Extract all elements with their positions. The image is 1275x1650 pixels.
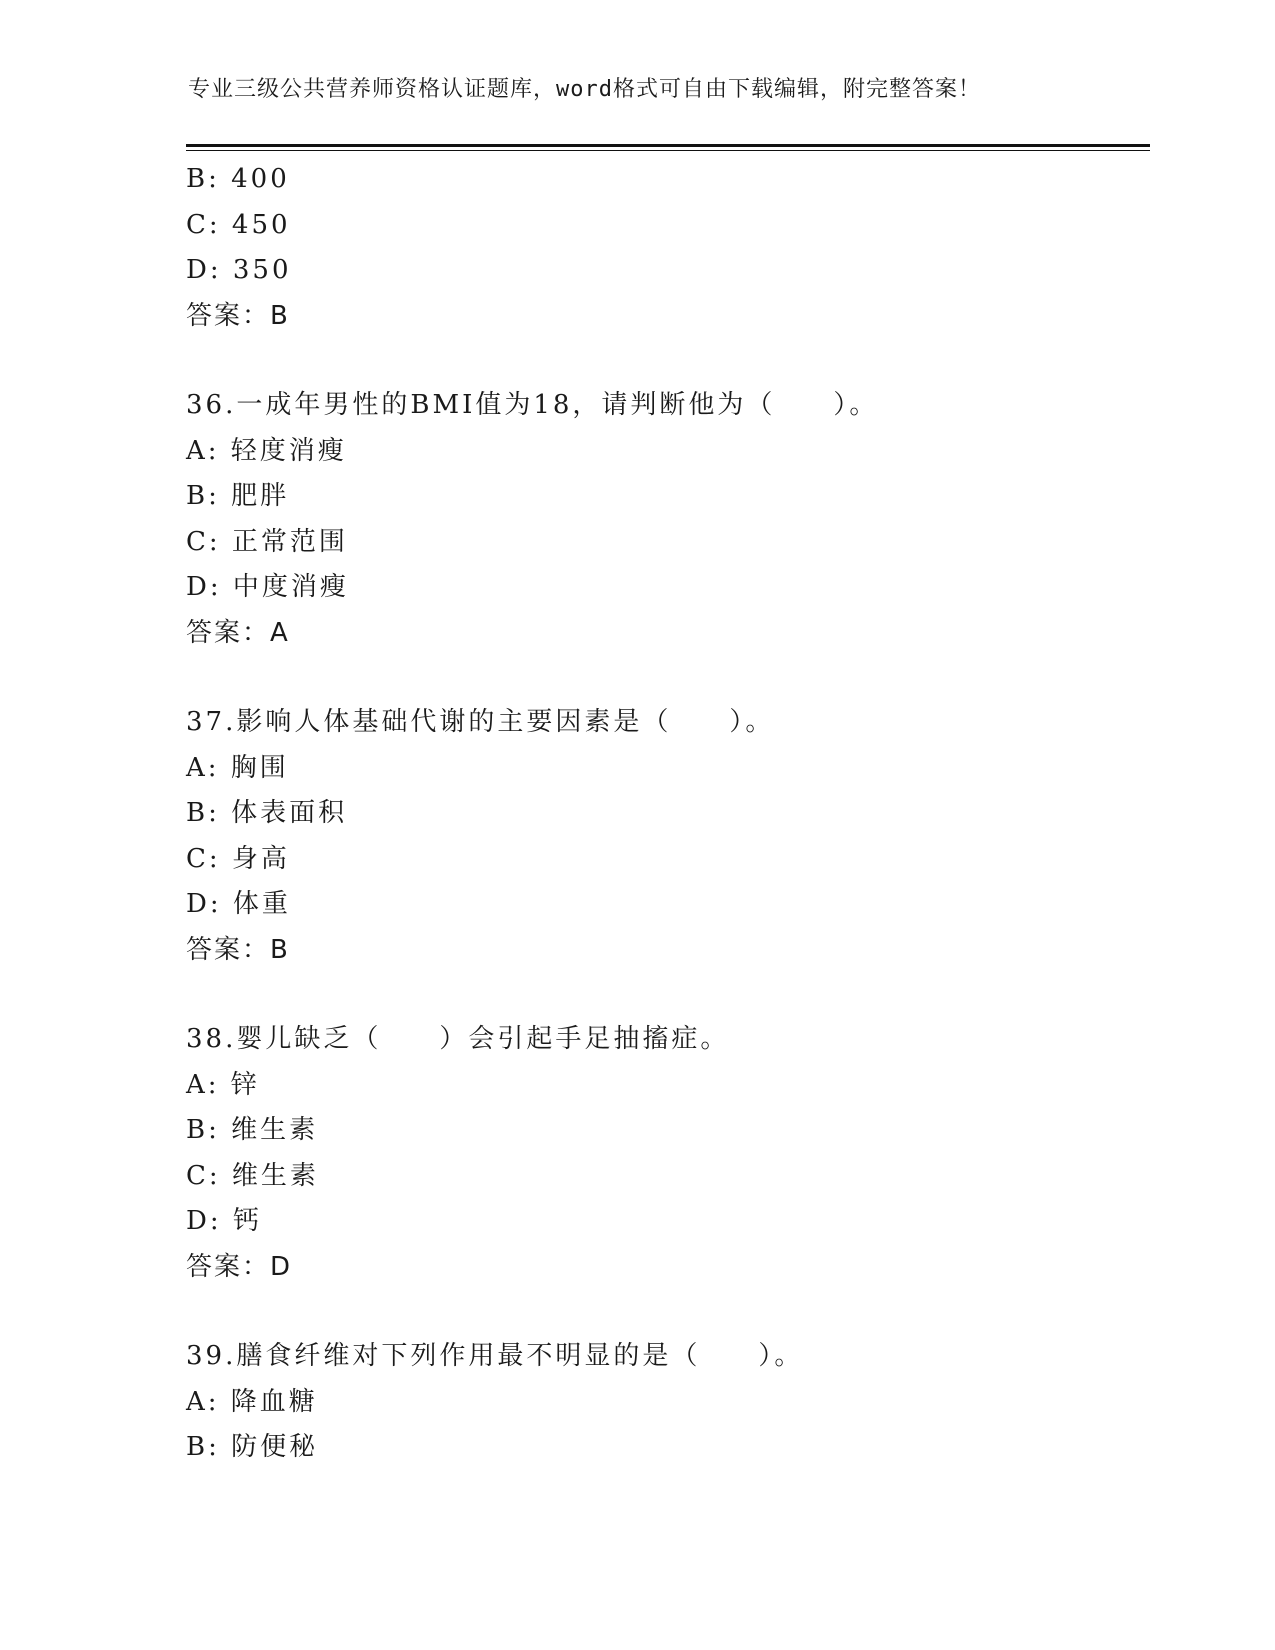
question-list: [186, 157, 1136, 1471]
option-d: D: 中度消瘦: [186, 572, 349, 602]
option-c: C: 身高: [186, 843, 290, 874]
option-c: C: 正常范围: [186, 526, 348, 557]
option-a: A: 降血糖: [186, 1386, 318, 1417]
question-stem: 39.膳食纤维对下列作用最不明显的是（ ）。: [186, 1341, 804, 1371]
option-a: A: 锌: [186, 1069, 260, 1100]
header-rule-thin: [186, 150, 1150, 151]
question-block-38: [186, 1017, 1136, 1290]
answer-line: 答案：A: [186, 617, 290, 648]
option-a: A: 胸围: [186, 752, 289, 783]
option-b: B: 防便秘: [186, 1432, 319, 1462]
option-b: B: 体表面积: [186, 798, 348, 828]
option-b: B: 400: [186, 164, 290, 194]
option-d: D: 钙: [186, 1206, 262, 1236]
answer-line: 答案：D: [186, 1251, 293, 1282]
page-header: 专业三级公共营养师资格认证题库，word格式可自由下载编辑，附完整答案！: [188, 77, 981, 102]
option-c: C: 450: [186, 209, 291, 240]
question-stem: 36.一成年男性的BMI值为18，请判断他为（ ）。: [186, 390, 879, 420]
option-a: A: 轻度消瘦: [186, 435, 347, 466]
option-d: D: 体重: [186, 889, 291, 919]
option-d: D: 350: [186, 255, 292, 285]
option-b: B: 维生素: [186, 1115, 319, 1145]
answer-line: 答案：B: [186, 300, 290, 331]
question-stem: 38.婴儿缺乏（ ）会引起手足抽搐症。: [186, 1024, 730, 1054]
question-block-39: [186, 1334, 1136, 1471]
option-c: C: 维生素: [186, 1160, 319, 1191]
question-block-35: [186, 157, 1136, 339]
question-block-36: [186, 383, 1136, 656]
option-b: B: 肥胖: [186, 481, 290, 511]
header-rule-thick: [186, 144, 1150, 147]
answer-line: 答案：B: [186, 934, 290, 965]
question-block-37: [186, 700, 1136, 973]
question-stem: 37.影响人体基础代谢的主要因素是（ ）。: [186, 707, 775, 737]
